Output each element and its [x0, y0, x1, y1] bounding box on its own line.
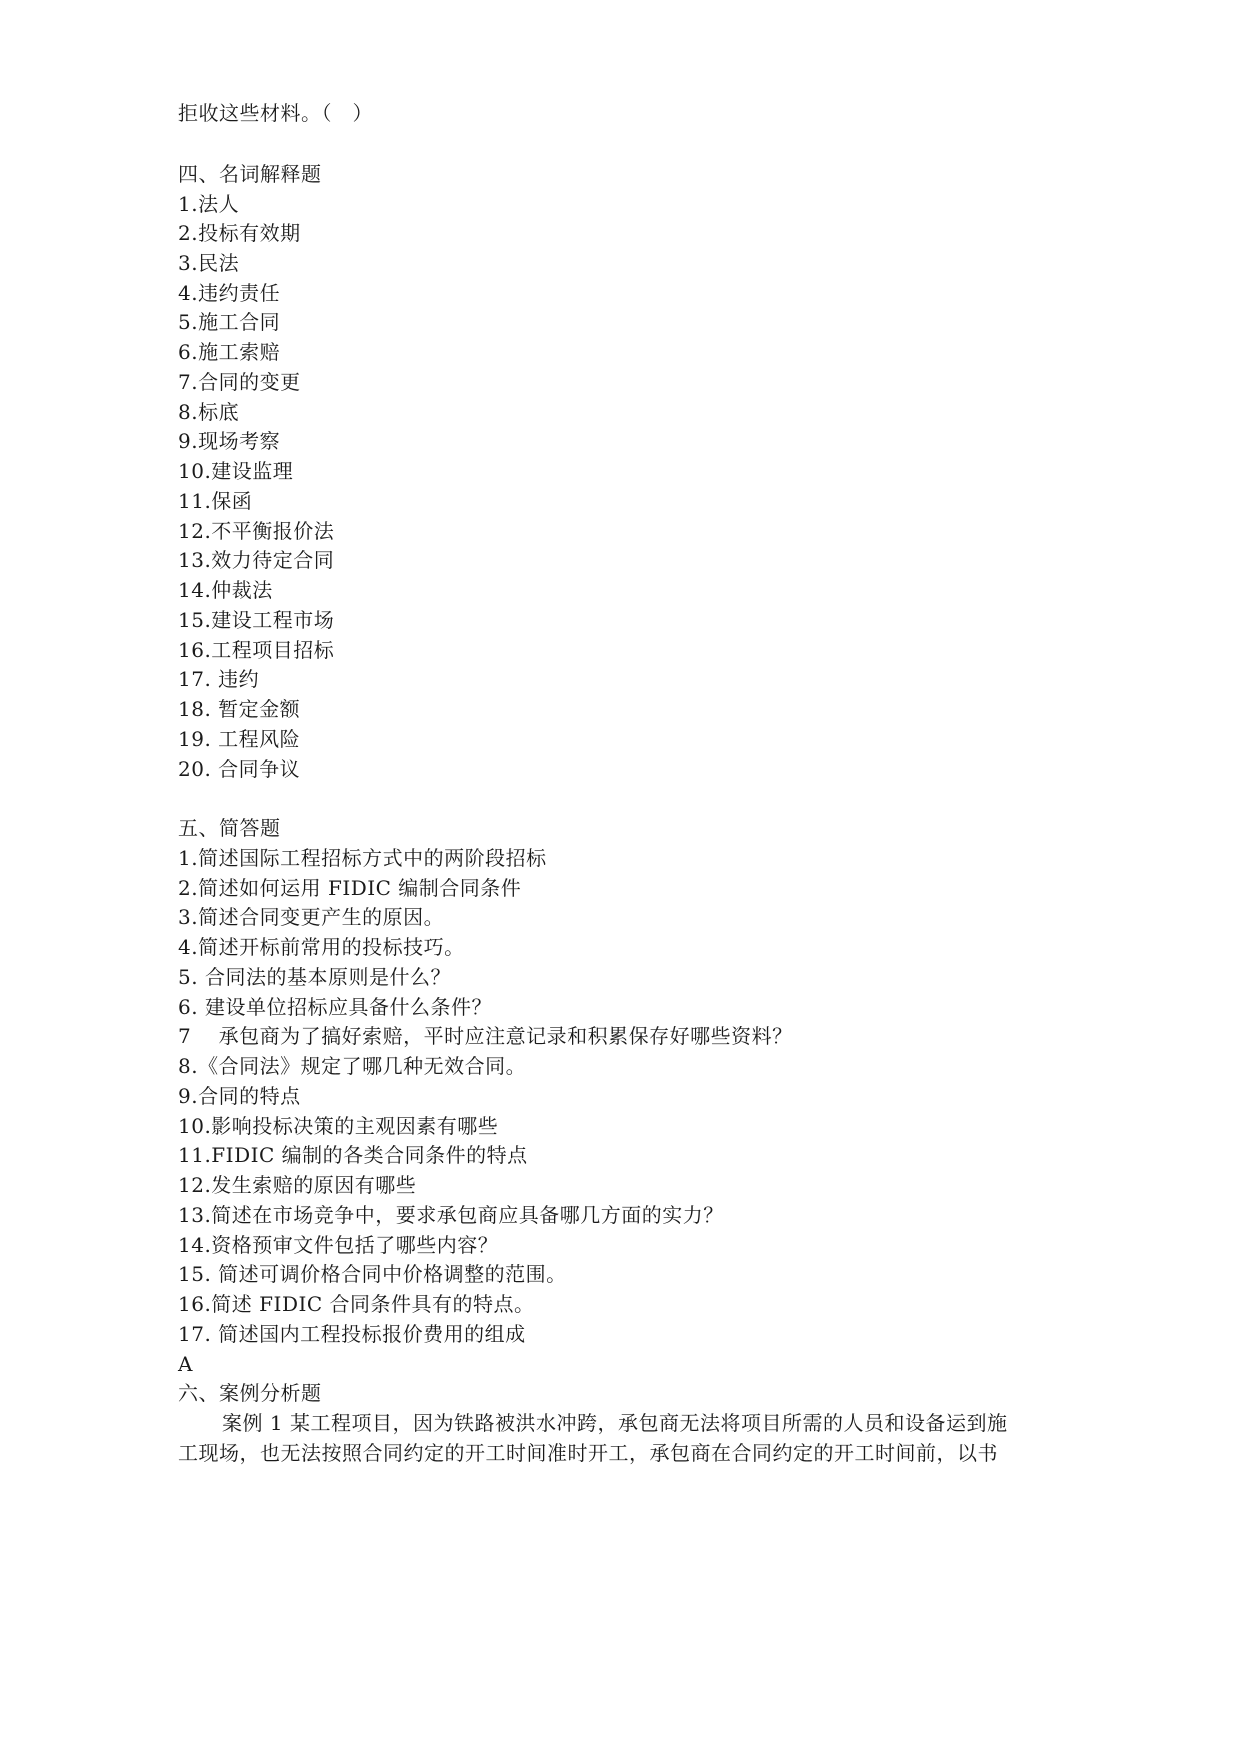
case-paragraph-line: 案例 1 某工程项目，因为铁路被洪水冲跨，承包商无法将项目所需的人员和设备运到施 [222, 1411, 1008, 1435]
term-item: 8.标底 [178, 400, 240, 424]
section-heading-terms: 四、名词解释题 [178, 162, 322, 186]
question-item: 3.简述合同变更产生的原因。 [178, 905, 445, 929]
question-item: 7 承包商为了搞好索赔，平时应注意记录和积累保存好哪些资料？ [178, 1024, 793, 1048]
question-item: 10.影响投标决策的主观因素有哪些 [178, 1114, 499, 1138]
case-paragraph-line: 工现场，也无法按照合同约定的开工时间准时开工，承包商在合同约定的开工时间前，以书 [178, 1441, 998, 1465]
term-item: 2.投标有效期 [178, 221, 301, 245]
question-item: 15. 简述可调价格合同中价格调整的范围。 [178, 1262, 567, 1286]
term-item: 16.工程项目招标 [178, 638, 335, 662]
question-item: 17. 简述国内工程投标报价费用的组成 [178, 1322, 526, 1346]
question-item: 5. 合同法的基本原则是什么？ [178, 965, 451, 989]
term-item: 19. 工程风险 [178, 727, 301, 751]
term-item: 20. 合同争议 [178, 757, 301, 781]
question-item: 16.简述 FIDIC 合同条件具有的特点。 [178, 1292, 535, 1316]
question-item: 8.《合同法》规定了哪几种无效合同。 [178, 1054, 527, 1078]
term-item: 14.仲裁法 [178, 578, 273, 602]
term-item: 12.不平衡报价法 [178, 519, 335, 543]
question-item: 1.简述国际工程招标方式中的两阶段招标 [178, 846, 547, 870]
question-item: 2.简述如何运用 FIDIC 编制合同条件 [178, 876, 522, 900]
term-item: 1.法人 [178, 192, 240, 216]
term-item: 17. 违约 [178, 667, 260, 691]
term-item: 11.保函 [178, 489, 253, 513]
term-item: 3.民法 [178, 251, 240, 275]
term-item: 15.建设工程市场 [178, 608, 335, 632]
marker-letter: A [178, 1352, 193, 1376]
question-item: 11.FIDIC 编制的各类合同条件的特点 [178, 1143, 528, 1167]
term-item: 7.合同的变更 [178, 370, 301, 394]
term-item: 4.违约责任 [178, 281, 281, 305]
term-item: 9.现场考察 [178, 429, 281, 453]
question-item: 9.合同的特点 [178, 1084, 301, 1108]
question-item: 12.发生索赔的原因有哪些 [178, 1173, 417, 1197]
question-item: 4.简述开标前常用的投标技巧。 [178, 935, 465, 959]
term-item: 18. 暂定金额 [178, 697, 301, 721]
previous-question-fragment: 拒收这些材料。（ ） [178, 101, 373, 125]
question-item: 14.资格预审文件包括了哪些内容？ [178, 1233, 499, 1257]
question-item: 6. 建设单位招标应具备什么条件？ [178, 995, 492, 1019]
term-item: 13.效力待定合同 [178, 548, 335, 572]
term-item: 6.施工索赔 [178, 340, 281, 364]
term-item: 10.建设监理 [178, 459, 294, 483]
question-item: 13.简述在市场竞争中，要求承包商应具备哪几方面的实力？ [178, 1203, 724, 1227]
section-heading-case-analysis: 六、案例分析题 [178, 1381, 322, 1405]
term-item: 5.施工合同 [178, 310, 281, 334]
section-heading-short-answer: 五、简答题 [178, 816, 281, 840]
